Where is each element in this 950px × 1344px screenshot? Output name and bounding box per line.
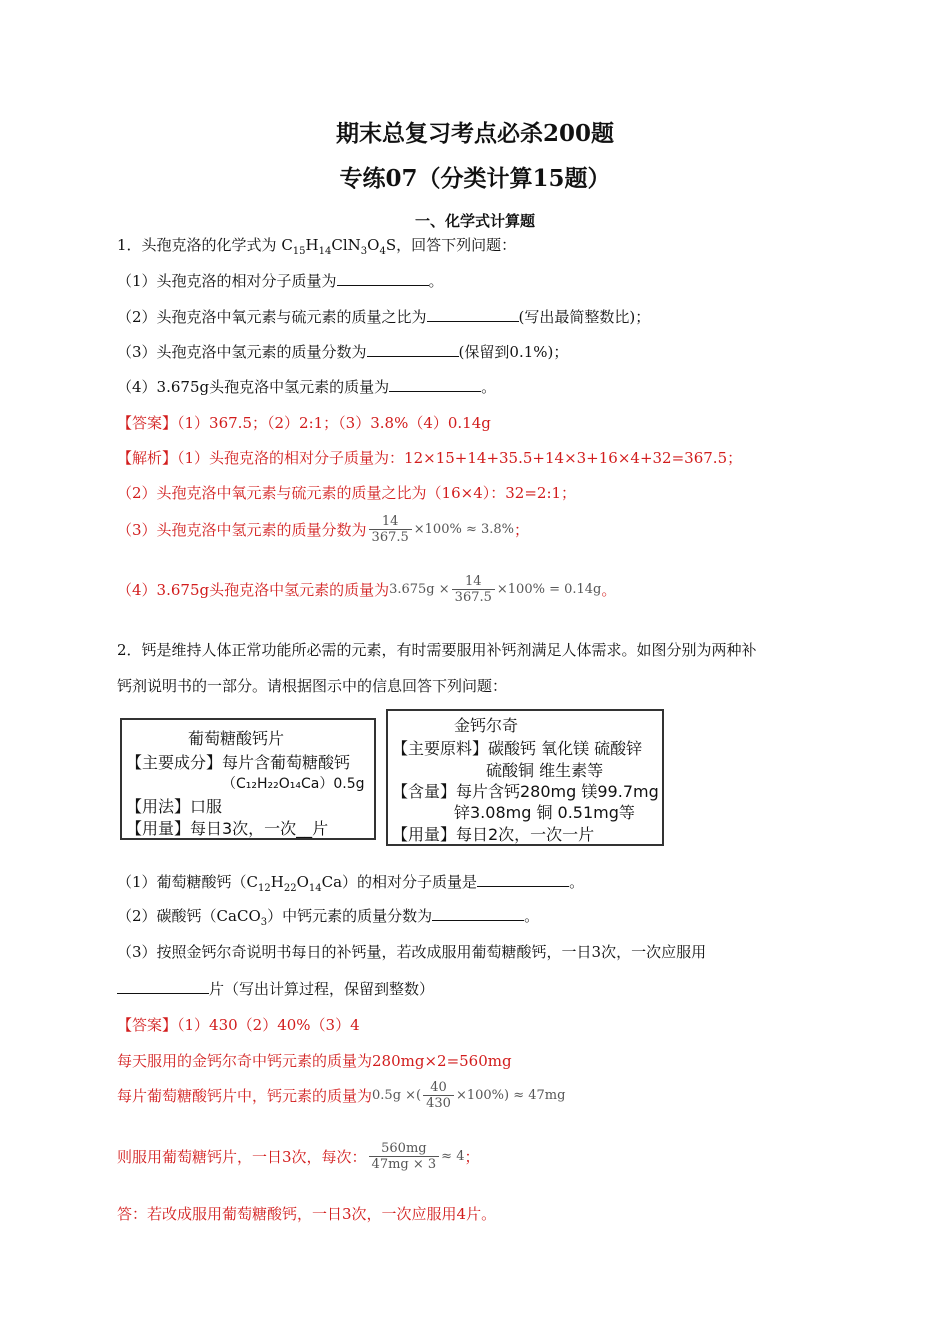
q2-stem-line2: 钙剂说明书的一部分。请根据图示中的信息回答下列问题： (117, 677, 508, 695)
q1-part3: （3）头孢克洛中氢元素的质量分数为 (保留到0.1%)； (117, 343, 569, 361)
q2-stem-line1: 2．钙是维持人体正常功能所必需的元素，有时需要服用补钙剂满足人体需求。如图分别为两种补 (117, 641, 757, 659)
answer-blank (432, 906, 524, 921)
answer-blank (367, 342, 459, 357)
answer-blank (427, 307, 519, 322)
q2-calc-2: 每片葡萄糖酸钙片中，钙元素的质量为0.5g ×( $\frac{40}{430}$ ×100%) ≈ 47mg (117, 1080, 566, 1111)
q2-calc-1: 每天服用的金钙尔奇中钙元素的质量为280mg×2=560mg (117, 1052, 512, 1070)
q2-answer: 【答案】（1）430（2）40%（3）4 (117, 1016, 360, 1034)
q1-analysis-4: （4）3.675g头孢克洛中氢元素的质量为3.675g × $\frac{14}{367.5}$ ×100% = 0.14g。 (117, 574, 617, 605)
box-title: 金钙尔奇 (454, 716, 519, 735)
q1-part2: （2）头孢克洛中氧元素与硫元素的质量之比为 (写出最简整数比)； (117, 308, 651, 326)
box-row: 【用量】每日2次，一次一片 (392, 825, 595, 844)
box-row: 锌3.08mg 铜 0.51mg等 (454, 803, 635, 822)
answer-blank (117, 979, 209, 994)
q1-part4: （4）3.675g头孢克洛中氢元素的质量为 。 (117, 378, 497, 396)
fraction: $\frac{14}{367.5}$ (452, 574, 495, 605)
answer-blank (389, 377, 481, 392)
fraction: $\frac{560mg}{47mg \times 3}$ (369, 1141, 440, 1172)
label-box-calcium-gluconate (120, 718, 376, 840)
answer-blank (337, 271, 429, 286)
page-subtitle: 专练07（分类计算15题） (339, 165, 611, 192)
box-row: 【含量】每片含钙280mg 镁99.7mg (392, 782, 659, 801)
q2-part1: （1）葡萄糖酸钙$(C_{12}H_{22}O_{14}Ca)$的相对分子质量是 。 (117, 873, 585, 894)
box-row: 【主要成分】每片含葡萄糖酸钙 (126, 753, 351, 772)
box-row: 硫酸铜 维生素等 (486, 761, 604, 780)
box-row: （C₁₂H₂₂O₁₄Ca）0.5g (222, 776, 365, 792)
box-row: 【主要原料】碳酸钙 氧化镁 硫酸锌 (392, 739, 643, 758)
q1-analysis-2: （2）头孢克洛中氧元素与硫元素的质量之比为（16×4）：32=2:1； (117, 484, 577, 502)
q2-calc-3: 则服用葡萄糖钙片，一日3次，每次： $\frac{560mg}{47mg \times 3}$ ≈ 4； (117, 1141, 480, 1172)
box-title: 葡萄糖酸钙片 (188, 729, 285, 748)
q2-conclusion: 答：若改成服用葡萄糖酸钙，一日3次，一次应服用4片。 (117, 1205, 497, 1223)
page-title: 期末总复习考点必杀200题 (335, 120, 614, 147)
fraction: $\frac{14}{367.5}$ (369, 514, 412, 545)
q2-part2: （2）碳酸钙（CaCO$_3$）中钙元素的质量分数为 。 (117, 907, 540, 928)
answer-blank (477, 872, 569, 887)
label-box-calcium-supplement (386, 709, 664, 846)
q1-part1: （1）头孢克洛的相对分子质量为 。 (117, 272, 444, 290)
q1-analysis-1: 【解析】（1）头孢克洛的相对分子质量为：12×15+14+35.5+14×3+16×4+32=367.5； (117, 449, 743, 467)
fraction: $\frac{40}{430}$ (423, 1080, 454, 1111)
section-heading: 一、化学式计算题 (414, 212, 535, 230)
box-row: 【用法】口服 (126, 797, 223, 816)
q1-answer: 【答案】（1）367.5；（2）2:1；（3）3.8%（4）0.14g (117, 414, 491, 432)
q2-part3-line2: 片（写出计算过程，保留到整数） (117, 978, 434, 999)
q2-part3-line1: （3）按照金钙尔奇说明书每日的补钙量，若改成服用葡萄糖酸钙，一日3次，一次应服用 (117, 943, 707, 961)
q1-stem: 1．头孢克洛的化学式为 $C_{15}H_{14}ClN_3O_4S$，回答下列问题： (117, 236, 517, 257)
q1-analysis-3: （3）头孢克洛中氢元素的质量分数为 $\frac{14}{367.5}$ ×100% ≈ 3.8%； (117, 514, 530, 545)
box-row: 【用量】每日3次，一次__片 (126, 819, 329, 838)
